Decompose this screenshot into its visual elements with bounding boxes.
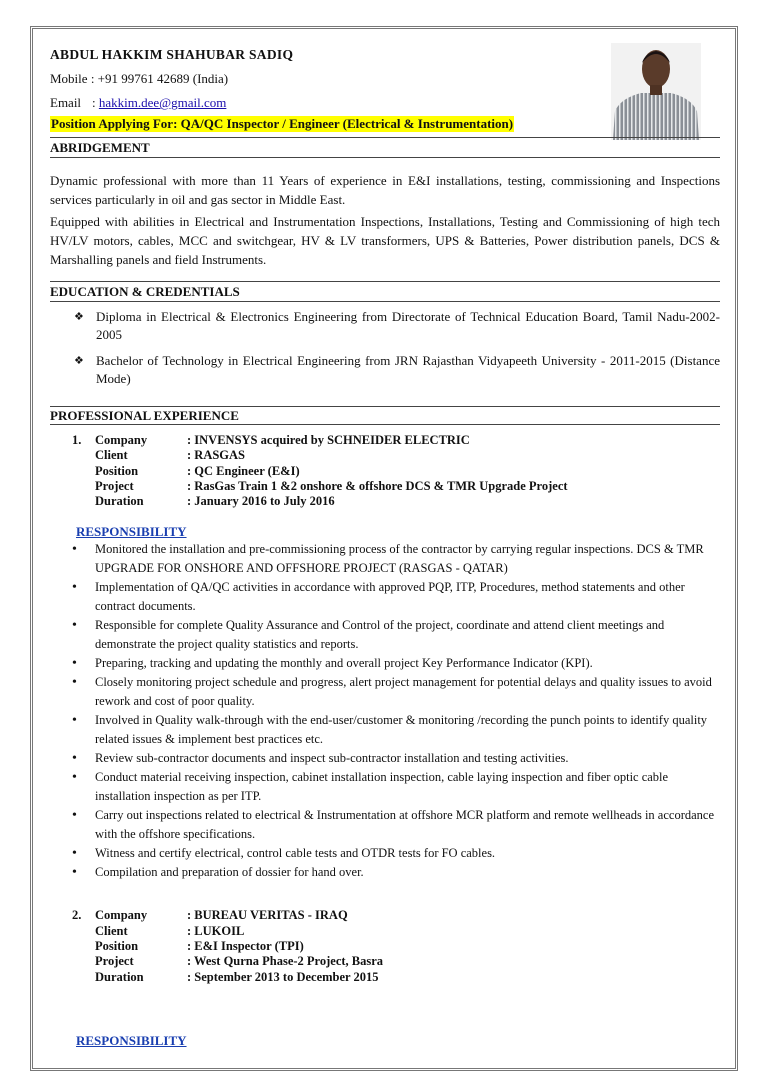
email-label: Email bbox=[50, 95, 82, 110]
field-label: Position bbox=[95, 463, 139, 478]
mobile-line bbox=[50, 68, 720, 92]
abridgement-paragraph: Dynamic professional with more than 11 Years of experience in E&I installations, testing, commissioning and Inspections services particularly in oil and gas sector in Middle East. bbox=[50, 173, 720, 207]
field-value: : QC Engineer (E&I) bbox=[187, 463, 300, 478]
responsibility-item: • Carry out inspections related to electrical & Instrumentation at offshore MCR platform and remote wellheads in accordance with the offshore specifications. bbox=[72, 806, 720, 844]
field-label: Duration bbox=[95, 969, 144, 984]
job-number: 2. bbox=[72, 908, 82, 923]
abridgement-paragraph: Equipped with abilities in Electrical and Instrumentation Inspections, Installations, Testing and Commissioning of high tech HV/LV motors, cables, MCC and switchgear, HV & LV transformers, UPS & Batteries, Power distribution panels, DCS & Marshalling panels and field Instruments. bbox=[50, 214, 720, 267]
section-abridgement: ABRIDGEMENT bbox=[50, 137, 720, 158]
responsibility-item: • Conduct material receiving inspection, cabinet installation inspection, cable laying inspection and fiber optic cable installation inspection as per ITP. bbox=[72, 768, 720, 806]
field-label: Client bbox=[95, 448, 128, 463]
responsibility-heading: RESPONSIBILITY bbox=[76, 524, 187, 540]
field-label: Project bbox=[95, 478, 134, 493]
field-label: Company bbox=[95, 433, 148, 447]
field-label: Duration bbox=[95, 494, 144, 509]
field-value: : E&I Inspector (TPI) bbox=[187, 939, 304, 954]
mobile-label: Mobile bbox=[50, 71, 88, 86]
field-value: : LUKOIL bbox=[187, 923, 245, 938]
field-label: Position bbox=[95, 939, 139, 954]
responsibility-item: • Witness and certify electrical, control cable tests and OTDR tests for FO cables. bbox=[72, 844, 720, 863]
field-value: : INVENSYS acquired by SCHNEIDER ELECTRIC bbox=[187, 433, 470, 447]
field-value: : RASGAS bbox=[187, 448, 245, 463]
responsibility-item: • Closely monitoring project schedule and progress, alert project management for potential delays and quality issues to avoid rework and cost of poor quality. bbox=[72, 673, 720, 711]
education-list bbox=[74, 308, 720, 388]
responsibility-list bbox=[72, 540, 720, 882]
section-experience: PROFESSIONAL EXPERIENCE bbox=[50, 406, 720, 425]
field-value: : September 2013 to December 2015 bbox=[187, 969, 379, 984]
email-link[interactable]: hakkim.dee@gmail.com bbox=[98, 95, 227, 110]
responsibility-item: • Monitored the installation and pre-commissioning process of the contractor by carrying regular inspections. DCS & TMR UPGRADE FOR ONSHORE AND OFFSHORE PROJECT (RASGAS - QATAR) bbox=[72, 540, 720, 578]
responsibility-item: • Review sub-contractor documents and inspect sub-contractor installation and testing activities. bbox=[72, 749, 720, 768]
resume bbox=[50, 44, 720, 1049]
job-number: 1. bbox=[72, 433, 82, 447]
education-item: ❖ Bachelor of Technology in Electrical Engineering from JRN Rajasthan Vidyapeeth University - 2011-2015 (Distance Mode) bbox=[74, 352, 720, 388]
responsibility-item: • Involved in Quality walk-through with the end-user/customer & monitoring /recording the punch points to identify quality related issues & implement best practices etc. bbox=[72, 711, 720, 749]
job-1-details bbox=[72, 433, 720, 509]
responsibility-item: • Responsible for complete Quality Assurance and Control of the project, coordinate and attend client meetings and demonstrate the project quality statistics and reports. bbox=[72, 616, 720, 654]
responsibility-item: • Implementation of QA/QC activities in accordance with approved PQP, ITP, Procedures, method statements and other contract documents. bbox=[72, 578, 720, 616]
job-2-details bbox=[72, 908, 720, 984]
position-applying: Position Applying For: QA/QC Inspector / Engineer (Electrical & Instrumentation) bbox=[51, 116, 514, 131]
responsibility-heading: RESPONSIBILITY bbox=[76, 1032, 187, 1048]
field-value: : West Qurna Phase-2 Project, Basra bbox=[187, 954, 384, 969]
responsibility-item: • Preparing, tracking and updating the monthly and overall project Key Performance Indicator (KPI). bbox=[72, 654, 720, 673]
field-label: Client bbox=[95, 923, 128, 938]
responsibility-item: • Compilation and preparation of dossier for hand over. bbox=[72, 863, 720, 882]
candidate-name: ABDUL HAKKIM SHAHUBAR SADIQ bbox=[50, 47, 294, 62]
email-sep: : bbox=[92, 95, 99, 110]
field-label: Project bbox=[95, 954, 134, 969]
field-value: : BUREAU VERITAS - IRAQ bbox=[187, 908, 348, 923]
mobile-value: : +91 99761 42689 (India) bbox=[90, 71, 229, 86]
field-value: : RasGas Train 1 &2 onshore & offshore DCS & TMR Upgrade Project bbox=[187, 478, 568, 493]
education-item: ❖ Diploma in Electrical & Electronics Engineering from Directorate of Technical Education Board, Tamil Nadu-2002-2005 bbox=[74, 308, 720, 344]
email-line bbox=[50, 92, 720, 116]
field-label: Company bbox=[95, 908, 148, 923]
field-value: : January 2016 to July 2016 bbox=[187, 494, 335, 509]
section-education: EDUCATION & CREDENTIALS bbox=[50, 281, 720, 302]
